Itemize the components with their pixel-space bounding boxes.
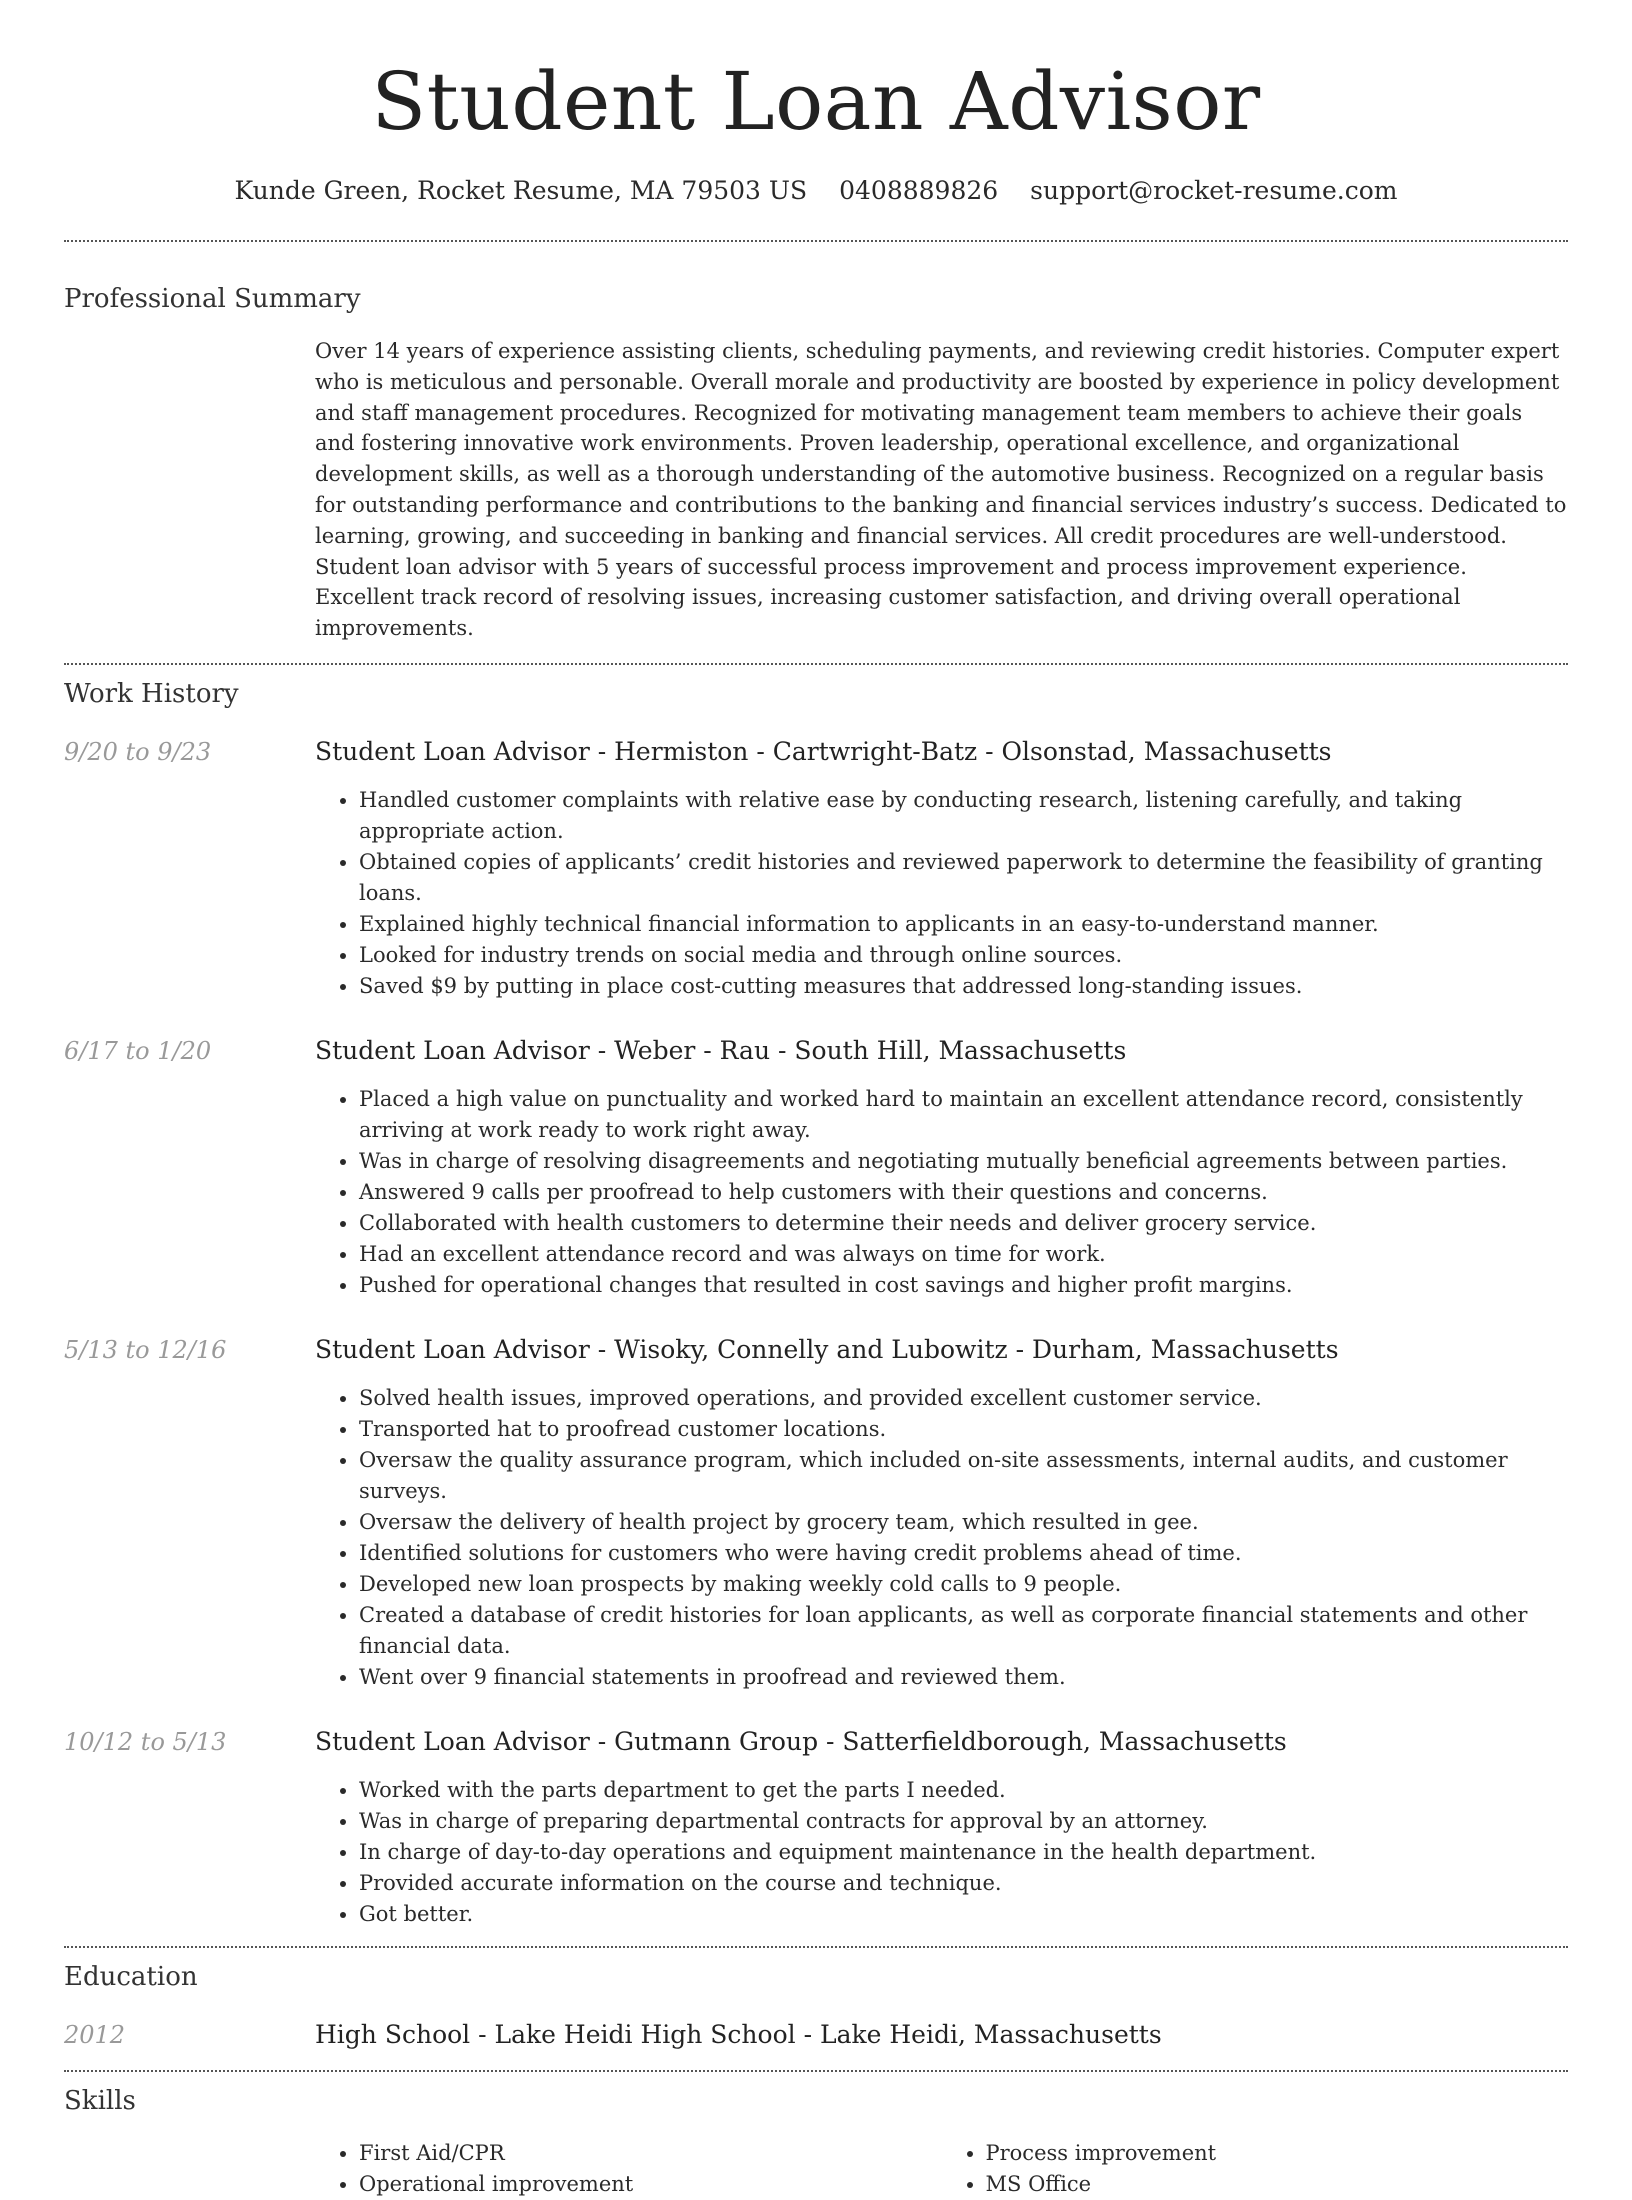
divider	[64, 663, 1568, 665]
list-item: • Explained highly technical financial information to applicants in an easy-to-understand manner.	[359, 909, 1568, 940]
list-item: • First Aid/CPR	[359, 2138, 942, 2169]
list-item: • In charge of day-to-day operations and equipment maintenance in the health department.	[359, 1837, 1568, 1868]
list-item: • Placed a high value on punctuality and worked hard to maintain an excellent attendance record, consistently arriving at work ready to work right away.	[359, 1084, 1568, 1146]
work-entry	[64, 1034, 1568, 1301]
work-entry-heading: Student Loan Advisor - Weber - Rau - South Hill, Massachusetts	[315, 1035, 1127, 1065]
work-entry	[64, 735, 1568, 1002]
education-entry	[64, 2018, 1568, 2052]
contact-email: support@rocket-resume.com	[1030, 176, 1398, 205]
work-entry-bullets	[315, 1084, 1568, 1301]
work-entry-dates: 10/12 to 5/13	[64, 1727, 227, 1756]
list-item: • Transported hat to proofread customer locations.	[359, 1414, 1568, 1445]
work-entry-body	[315, 1725, 1568, 1930]
skills-list	[315, 2138, 1568, 2200]
list-item: • Provided accurate information on the course and technique.	[359, 1868, 1568, 1899]
list-item: • Operational improvement	[359, 2169, 942, 2200]
work-entry	[64, 1333, 1568, 1693]
contact-address: Kunde Green, Rocket Resume, MA 79503 US	[234, 176, 808, 205]
skills-column-1	[315, 2138, 942, 2200]
list-item: • Developed new loan prospects by making weekly cold calls to 9 people.	[359, 1569, 1568, 1600]
summary-text: Over 14 years of experience assisting clients, scheduling payments, and reviewing credit histories. Computer expert who is meticulous and personable. Overall morale and productivity are boosted by experience in policy development and staff management procedures. Recognized for motivating management team members to achieve their goals and fostering innovative work environments. Proven leadership, operational excellence, and organizational development skills, as well as a thorough understanding of the automotive business. Recognized on a regular basis for outstanding performance and contributions to the banking and financial services industry’s success. Dedicated to learning, growing, and succeeding in banking and financial services. All credit procedures are well-understood. Student loan advisor with 5 years of successful process improvement and process improvement experience. Excellent track record of resolving issues, increasing customer satisfaction, and driving overall operational improvements.	[315, 339, 1567, 641]
list-item: • Answered 9 calls per proofread to help customers with their questions and concerns.	[359, 1177, 1568, 1208]
list-item: • Oversaw the quality assurance program, which included on-site assessments, internal audits, and customer surveys.	[359, 1445, 1568, 1507]
work-entry-bullets	[315, 1775, 1568, 1930]
list-item: • Identified solutions for customers who were having credit problems ahead of time.	[359, 1538, 1568, 1569]
work-entry-heading: Student Loan Advisor - Gutmann Group - Satterfieldborough, Massachusetts	[315, 1726, 1287, 1756]
work-entry-dates: 5/13 to 12/16	[64, 1335, 227, 1364]
list-item: • Saved $9 by putting in place cost-cutting measures that addressed long-standing issues.	[359, 971, 1568, 1002]
work-entry	[64, 1725, 1568, 1930]
work-entry-dates: 9/20 to 9/23	[64, 737, 212, 766]
list-item: • Collaborated with health customers to determine their needs and deliver grocery service.	[359, 1208, 1568, 1239]
list-item: • Process improvement	[986, 2138, 1569, 2169]
contact-info	[64, 174, 1568, 208]
list-item: • MS Office	[986, 2169, 1569, 2200]
work-entry-bullets	[315, 785, 1568, 1002]
list-item: • Was in charge of preparing departmental contracts for approval by an attorney.	[359, 1806, 1568, 1837]
list-item: • Created a database of credit histories for loan applicants, as well as corporate financial statements and other financial data.	[359, 1600, 1568, 1662]
divider	[64, 1946, 1568, 1948]
resume-page	[64, 0, 1568, 2200]
work-entry-dates: 6/17 to 1/20	[64, 1036, 212, 1065]
list-item: • Got better.	[359, 1899, 1568, 1930]
work-entry-bullets	[315, 1383, 1568, 1693]
list-item: • Pushed for operational changes that resulted in cost savings and higher profit margins.	[359, 1270, 1568, 1301]
list-item: • Was in charge of resolving disagreements and negotiating mutually beneficial agreements between parties.	[359, 1146, 1568, 1177]
list-item: • Oversaw the delivery of health project by grocery team, which resulted in gee.	[359, 1507, 1568, 1538]
contact-phone: 0408889826	[839, 176, 999, 205]
list-item: • Had an excellent attendance record and was always on time for work.	[359, 1239, 1568, 1270]
education-body	[315, 2018, 1568, 2052]
work-entry-heading: Student Loan Advisor - Wisoky, Connelly and Lubowitz - Durham, Massachusetts	[315, 1334, 1339, 1364]
list-item: • Solved health issues, improved operations, and provided excellent customer service.	[359, 1383, 1568, 1414]
skills-column-2	[942, 2138, 1569, 2200]
list-item: • Obtained copies of applicants’ credit histories and reviewed paperwork to determine the feasibility of granting loans.	[359, 847, 1568, 909]
divider	[64, 240, 1568, 242]
list-item: • Went over 9 financial statements in proofread and reviewed them.	[359, 1662, 1568, 1693]
list-item: • Handled customer complaints with relative ease by conducting research, listening carefully, and taking appropriate action.	[359, 785, 1568, 847]
section-title-summary: Professional Summary	[64, 284, 361, 314]
list-item: • Worked with the parts department to get the parts I needed.	[359, 1775, 1568, 1806]
work-entry-body	[315, 1333, 1568, 1693]
work-entry-body	[315, 735, 1568, 1002]
work-entry-body	[315, 1034, 1568, 1301]
work-entry-heading: Student Loan Advisor - Hermiston - Cartwright-Batz - Olsonstad, Massachusetts	[315, 736, 1332, 766]
education-date: 2012	[64, 2020, 126, 2049]
section-title-work-history: Work History	[64, 678, 239, 709]
section-title-skills: Skills	[64, 2085, 136, 2116]
page-title: Student Loan Advisor	[371, 55, 1261, 148]
list-item: • Looked for industry trends on social media and through online sources.	[359, 940, 1568, 971]
education-heading: High School - Lake Heidi High School - Lake Heidi, Massachusetts	[315, 2019, 1162, 2049]
divider	[64, 2070, 1568, 2072]
section-title-education: Education	[64, 1961, 198, 1992]
